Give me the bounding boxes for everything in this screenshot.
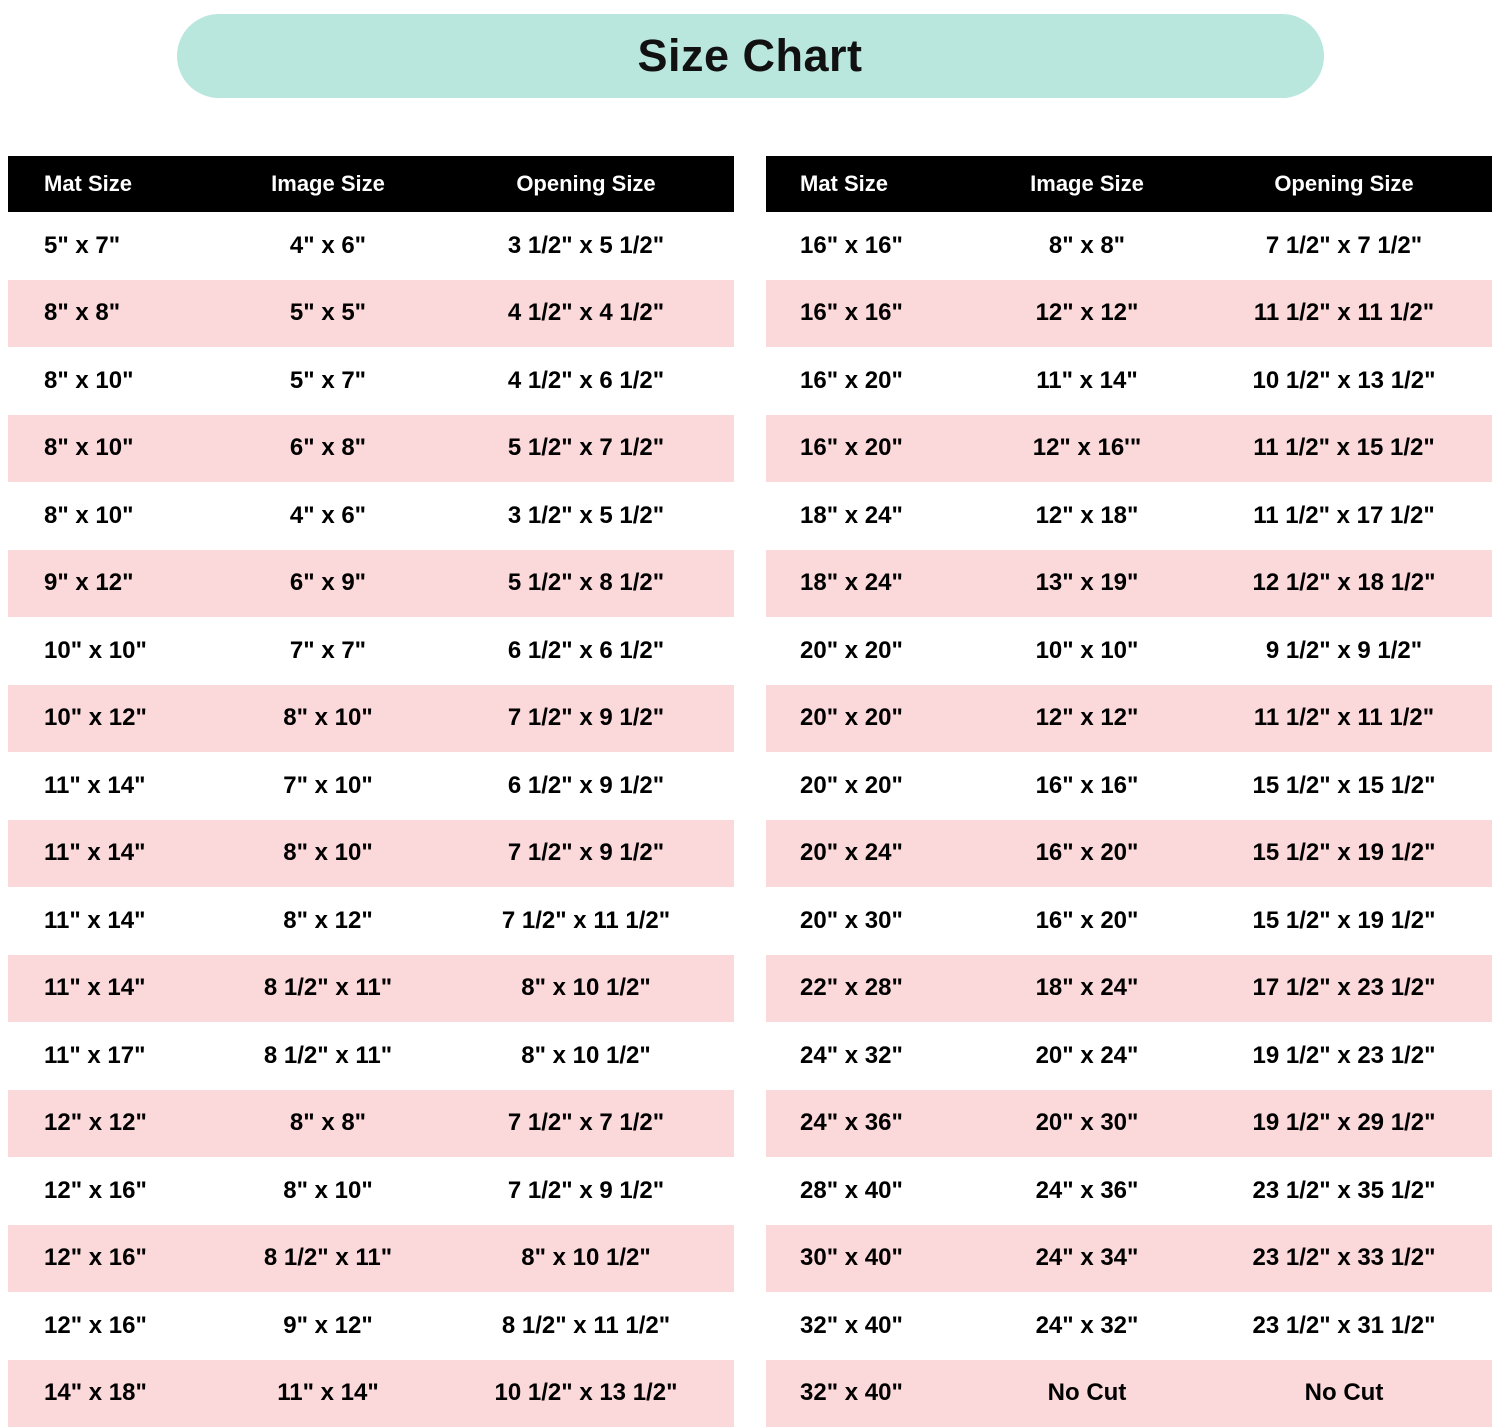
- cell-opening-size: 12 1/2" x 18 1/2": [1196, 550, 1492, 618]
- cell-opening-size: 3 1/2" x 5 1/2": [438, 482, 734, 550]
- cell-mat-size: 20" x 24": [766, 820, 978, 888]
- cell-mat-size: 8" x 10": [8, 482, 218, 550]
- cell-image-size: 12" x 12": [978, 685, 1196, 753]
- cell-opening-size: 8" x 10 1/2": [438, 1225, 734, 1293]
- cell-opening-size: 17 1/2" x 23 1/2": [1196, 955, 1492, 1023]
- cell-mat-size: 8" x 10": [8, 347, 218, 415]
- size-table-left: [8, 156, 734, 1427]
- cell-mat-size: 32" x 40": [766, 1292, 978, 1360]
- cell-mat-size: 5" x 7": [8, 212, 218, 280]
- cell-opening-size: 10 1/2" x 13 1/2": [1196, 347, 1492, 415]
- right-table-body: [766, 212, 1492, 1427]
- table-row: [766, 212, 1492, 280]
- cell-mat-size: 8" x 8": [8, 280, 218, 348]
- cell-opening-size: 4 1/2" x 4 1/2": [438, 280, 734, 348]
- table-row: [766, 820, 1492, 888]
- table-row: [766, 617, 1492, 685]
- tables-container: [0, 156, 1500, 1427]
- cell-mat-size: 10" x 12": [8, 685, 218, 753]
- cell-opening-size: 7 1/2" x 11 1/2": [438, 887, 734, 955]
- cell-mat-size: 12" x 16": [8, 1157, 218, 1225]
- table-row: [766, 415, 1492, 483]
- size-chart-page: [0, 14, 1500, 1419]
- cell-image-size: 8" x 8": [218, 1090, 438, 1158]
- cell-mat-size: 22" x 28": [766, 955, 978, 1023]
- table-row: [8, 347, 734, 415]
- cell-mat-size: 11" x 14": [8, 820, 218, 888]
- cell-mat-size: 16" x 20": [766, 347, 978, 415]
- cell-opening-size: 11 1/2" x 17 1/2": [1196, 482, 1492, 550]
- table-row: [766, 1360, 1492, 1427]
- cell-opening-size: 5 1/2" x 8 1/2": [438, 550, 734, 618]
- cell-image-size: 8 1/2" x 11": [218, 1225, 438, 1293]
- cell-mat-size: 11" x 14": [8, 955, 218, 1023]
- cell-image-size: 7" x 7": [218, 617, 438, 685]
- cell-image-size: 10" x 10": [978, 617, 1196, 685]
- cell-mat-size: 24" x 32": [766, 1022, 978, 1090]
- table-row: [8, 1225, 734, 1293]
- cell-mat-size: 16" x 16": [766, 212, 978, 280]
- table-row: [8, 955, 734, 1023]
- cell-opening-size: 6 1/2" x 9 1/2": [438, 752, 734, 820]
- cell-opening-size: 7 1/2" x 9 1/2": [438, 1157, 734, 1225]
- table-row: [8, 1360, 734, 1427]
- cell-mat-size: 12" x 16": [8, 1292, 218, 1360]
- cell-image-size: 8 1/2" x 11": [218, 955, 438, 1023]
- cell-opening-size: 11 1/2" x 15 1/2": [1196, 415, 1492, 483]
- cell-opening-size: 6 1/2" x 6 1/2": [438, 617, 734, 685]
- table-row: [8, 752, 734, 820]
- table-row: [766, 1090, 1492, 1158]
- cell-mat-size: 24" x 36": [766, 1090, 978, 1158]
- cell-opening-size: 8" x 10 1/2": [438, 1022, 734, 1090]
- table-row: [766, 550, 1492, 618]
- right-table-block: [766, 156, 1492, 1427]
- cell-image-size: 8" x 10": [218, 685, 438, 753]
- left-table-body: [8, 212, 734, 1427]
- cell-mat-size: 11" x 17": [8, 1022, 218, 1090]
- header-image-size: Image Size: [978, 156, 1196, 212]
- cell-opening-size: 23 1/2" x 33 1/2": [1196, 1225, 1492, 1293]
- cell-opening-size: 10 1/2" x 13 1/2": [438, 1360, 734, 1427]
- cell-image-size: 8" x 10": [218, 820, 438, 888]
- table-row: [766, 1157, 1492, 1225]
- cell-mat-size: 20" x 20": [766, 685, 978, 753]
- cell-opening-size: 15 1/2" x 15 1/2": [1196, 752, 1492, 820]
- cell-image-size: 20" x 24": [978, 1022, 1196, 1090]
- cell-image-size: 6" x 9": [218, 550, 438, 618]
- table-row: [766, 482, 1492, 550]
- cell-opening-size: 8 1/2" x 11 1/2": [438, 1292, 734, 1360]
- cell-opening-size: 11 1/2" x 11 1/2": [1196, 685, 1492, 753]
- table-row: [766, 887, 1492, 955]
- table-row: [766, 1225, 1492, 1293]
- cell-mat-size: 12" x 12": [8, 1090, 218, 1158]
- cell-image-size: 6" x 8": [218, 415, 438, 483]
- cell-image-size: 24" x 36": [978, 1157, 1196, 1225]
- cell-mat-size: 30" x 40": [766, 1225, 978, 1293]
- cell-opening-size: No Cut: [1196, 1360, 1492, 1427]
- cell-opening-size: 8" x 10 1/2": [438, 955, 734, 1023]
- cell-mat-size: 20" x 20": [766, 617, 978, 685]
- cell-mat-size: 14" x 18": [8, 1360, 218, 1427]
- cell-mat-size: 18" x 24": [766, 482, 978, 550]
- table-row: [766, 280, 1492, 348]
- cell-mat-size: 8" x 10": [8, 415, 218, 483]
- cell-opening-size: 4 1/2" x 6 1/2": [438, 347, 734, 415]
- table-row: [8, 212, 734, 280]
- cell-opening-size: 3 1/2" x 5 1/2": [438, 212, 734, 280]
- table-row: [8, 617, 734, 685]
- cell-image-size: 5" x 7": [218, 347, 438, 415]
- header-opening-size: Opening Size: [1196, 156, 1492, 212]
- cell-image-size: No Cut: [978, 1360, 1196, 1427]
- cell-image-size: 4" x 6": [218, 212, 438, 280]
- cell-image-size: 12" x 18": [978, 482, 1196, 550]
- cell-image-size: 12" x 12": [978, 280, 1196, 348]
- table-row: [8, 887, 734, 955]
- header-mat-size: Mat Size: [8, 156, 218, 212]
- cell-image-size: 24" x 32": [978, 1292, 1196, 1360]
- table-row: [766, 1022, 1492, 1090]
- cell-image-size: 8" x 12": [218, 887, 438, 955]
- cell-image-size: 7" x 10": [218, 752, 438, 820]
- cell-opening-size: 7 1/2" x 9 1/2": [438, 685, 734, 753]
- cell-mat-size: 11" x 14": [8, 887, 218, 955]
- cell-opening-size: 9 1/2" x 9 1/2": [1196, 617, 1492, 685]
- cell-image-size: 11" x 14": [218, 1360, 438, 1427]
- title-banner: [177, 14, 1324, 98]
- cell-image-size: 8 1/2" x 11": [218, 1022, 438, 1090]
- table-row: [8, 685, 734, 753]
- cell-image-size: 9" x 12": [218, 1292, 438, 1360]
- cell-mat-size: 20" x 30": [766, 887, 978, 955]
- cell-opening-size: 15 1/2" x 19 1/2": [1196, 820, 1492, 888]
- cell-image-size: 20" x 30": [978, 1090, 1196, 1158]
- table-row: [8, 1157, 734, 1225]
- right-table-head: [766, 156, 1492, 212]
- cell-mat-size: 20" x 20": [766, 752, 978, 820]
- cell-opening-size: 23 1/2" x 35 1/2": [1196, 1157, 1492, 1225]
- table-row: [766, 685, 1492, 753]
- header-image-size: Image Size: [218, 156, 438, 212]
- cell-mat-size: 18" x 24": [766, 550, 978, 618]
- cell-image-size: 5" x 5": [218, 280, 438, 348]
- cell-image-size: 8" x 8": [978, 212, 1196, 280]
- cell-image-size: 11" x 14": [978, 347, 1196, 415]
- table-row: [766, 1292, 1492, 1360]
- cell-opening-size: 11 1/2" x 11 1/2": [1196, 280, 1492, 348]
- size-table-right: [766, 156, 1492, 1427]
- left-table-block: [8, 156, 734, 1427]
- cell-opening-size: 7 1/2" x 7 1/2": [438, 1090, 734, 1158]
- cell-image-size: 13" x 19": [978, 550, 1196, 618]
- cell-opening-size: 23 1/2" x 31 1/2": [1196, 1292, 1492, 1360]
- cell-opening-size: 19 1/2" x 23 1/2": [1196, 1022, 1492, 1090]
- cell-opening-size: 19 1/2" x 29 1/2": [1196, 1090, 1492, 1158]
- left-table-head: [8, 156, 734, 212]
- cell-image-size: 8" x 10": [218, 1157, 438, 1225]
- header-row: [8, 156, 734, 212]
- header-opening-size: Opening Size: [438, 156, 734, 212]
- cell-opening-size: 7 1/2" x 9 1/2": [438, 820, 734, 888]
- cell-mat-size: 11" x 14": [8, 752, 218, 820]
- header-row: [766, 156, 1492, 212]
- cell-image-size: 16" x 16": [978, 752, 1196, 820]
- cell-opening-size: 15 1/2" x 19 1/2": [1196, 887, 1492, 955]
- cell-mat-size: 28" x 40": [766, 1157, 978, 1225]
- table-row: [8, 415, 734, 483]
- page-title: Size Chart: [637, 30, 862, 82]
- cell-image-size: 16" x 20": [978, 887, 1196, 955]
- table-row: [8, 482, 734, 550]
- cell-image-size: 16" x 20": [978, 820, 1196, 888]
- header-mat-size: Mat Size: [766, 156, 978, 212]
- cell-mat-size: 32" x 40": [766, 1360, 978, 1427]
- table-row: [766, 347, 1492, 415]
- cell-mat-size: 10" x 10": [8, 617, 218, 685]
- cell-image-size: 4" x 6": [218, 482, 438, 550]
- table-row: [766, 955, 1492, 1023]
- table-row: [8, 1022, 734, 1090]
- cell-mat-size: 12" x 16": [8, 1225, 218, 1293]
- cell-opening-size: 7 1/2" x 7 1/2": [1196, 212, 1492, 280]
- table-row: [8, 1090, 734, 1158]
- table-row: [8, 550, 734, 618]
- table-row: [8, 280, 734, 348]
- table-row: [8, 1292, 734, 1360]
- table-row: [8, 820, 734, 888]
- table-row: [766, 752, 1492, 820]
- cell-mat-size: 9" x 12": [8, 550, 218, 618]
- cell-opening-size: 5 1/2" x 7 1/2": [438, 415, 734, 483]
- cell-mat-size: 16" x 20": [766, 415, 978, 483]
- cell-image-size: 18" x 24": [978, 955, 1196, 1023]
- cell-image-size: 12" x 16'": [978, 415, 1196, 483]
- cell-image-size: 24" x 34": [978, 1225, 1196, 1293]
- cell-mat-size: 16" x 16": [766, 280, 978, 348]
